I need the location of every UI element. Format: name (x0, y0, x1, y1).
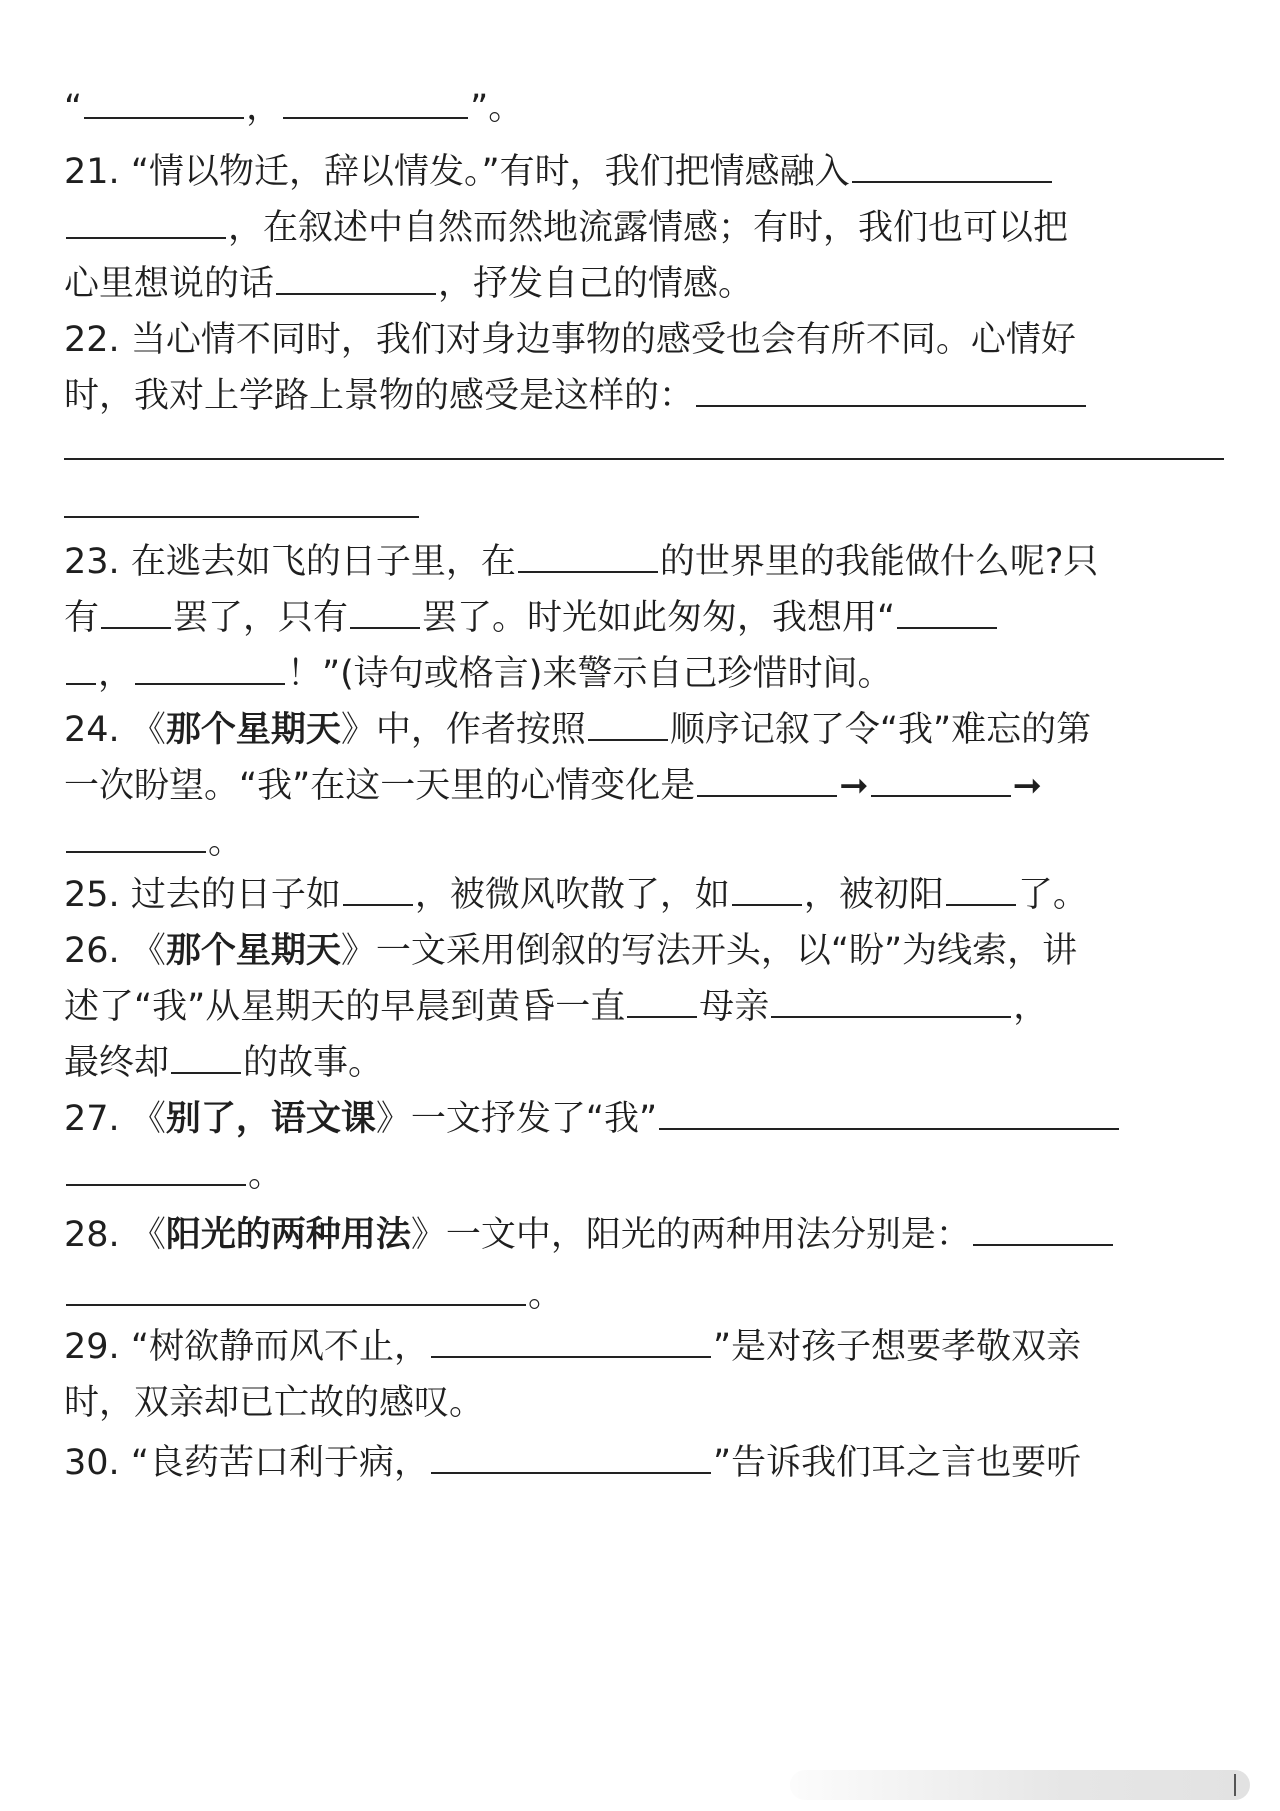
question-text: 《 (130, 931, 166, 971)
answer-blank[interactable] (66, 847, 206, 853)
answer-blank[interactable] (350, 623, 420, 629)
open-quote: “ (64, 88, 83, 128)
answer-blank[interactable] (66, 1300, 526, 1306)
answer-blank[interactable] (135, 679, 285, 685)
question-text: “树欲静而风不止， (130, 1327, 429, 1367)
question-number: 25. (64, 875, 120, 915)
question-text: 罢了，只有 (173, 598, 349, 638)
book-title: 阳光的两种用法 (165, 1215, 411, 1255)
question-text: 有 (64, 598, 100, 638)
question-text: ”告诉我们耳之言也要听 (712, 1443, 1082, 1483)
question-text: 过去的日子如 (130, 875, 341, 915)
question-number: 23. (64, 542, 120, 582)
question-text: 》一文采用倒叙的写法开头，以“盼”为线索，讲 (340, 931, 1078, 971)
answer-blank[interactable] (627, 1012, 697, 1018)
question-24-line-3 (64, 820, 1224, 864)
question-text: 的世界里的我能做什么呢?只 (659, 542, 1099, 582)
arrow-icon: ➞ (839, 766, 869, 806)
scroll-thumb[interactable] (1234, 1774, 1236, 1796)
question-text: ，抒发自己的情感。 (438, 264, 754, 304)
question-21-line-2 (64, 206, 1224, 250)
question-27-line-1 (64, 1097, 1224, 1141)
question-21-line-1 (64, 150, 1224, 194)
answer-blank[interactable] (66, 1180, 246, 1186)
answer-blank[interactable] (588, 735, 668, 741)
answer-blank[interactable] (946, 900, 1016, 906)
question-text: ，在叙述中自然而然地流露情感；有时，我们也可以把 (228, 208, 1069, 248)
answer-rule[interactable] (64, 516, 419, 518)
question-text: 顺序记叙了令“我”难忘的第 (669, 710, 1092, 750)
question-26-line-1 (64, 929, 1224, 973)
question-number: 21. (64, 152, 120, 192)
book-title: 别了，语文课 (165, 1099, 376, 1139)
answer-blank[interactable] (771, 1012, 1011, 1018)
question-25 (64, 873, 1224, 917)
question-30-line-1 (64, 1441, 1224, 1485)
question-24-line-1 (64, 708, 1224, 752)
question-23-line-3 (64, 652, 1224, 696)
question-number: 24. (64, 710, 120, 750)
answer-blank[interactable] (518, 567, 658, 573)
question-text: ”是对孩子想要孝敬双亲 (712, 1327, 1082, 1367)
answer-blank[interactable] (696, 401, 1086, 407)
question-text: 最终却 (64, 1043, 170, 1083)
answer-blank[interactable] (871, 791, 1011, 797)
question-number: 29. (64, 1327, 120, 1367)
close-quote: ”。 (470, 88, 524, 128)
answer-blank[interactable] (897, 623, 997, 629)
question-28-line-2 (64, 1273, 1224, 1317)
question-21-line-3 (64, 262, 1224, 306)
answer-blank[interactable] (659, 1124, 1119, 1130)
question-text: 了。 (1017, 875, 1088, 915)
answer-blank[interactable] (276, 289, 436, 295)
question-text: 在逃去如飞的日子里，在 (130, 542, 516, 582)
question-26-line-3 (64, 1041, 1224, 1085)
question-text: 《 (130, 1215, 166, 1255)
answer-blank[interactable] (171, 1068, 241, 1074)
question-text: ，被微风吹散了，如 (414, 875, 730, 915)
question-text: 当心情不同时，我们对身边事物的感受也会有所不同。心情好 (130, 320, 1076, 360)
scroll-indicator[interactable] (790, 1770, 1250, 1800)
answer-blank[interactable] (732, 900, 802, 906)
comma: ， (246, 88, 282, 128)
answer-rule[interactable] (64, 458, 1224, 460)
answer-blank[interactable] (431, 1468, 711, 1474)
question-text: 。 (208, 822, 244, 862)
question-text: 时，我对上学路上景物的感受是这样的： (64, 376, 695, 416)
question-29-line-2 (64, 1381, 1224, 1425)
answer-blank[interactable] (283, 113, 468, 119)
answer-blank[interactable] (973, 1240, 1113, 1246)
question-number: 28. (64, 1215, 120, 1255)
question-24-line-2 (64, 764, 1224, 808)
answer-blank[interactable] (66, 233, 226, 239)
question-text: 。 (248, 1155, 284, 1195)
question-number: 26. (64, 931, 120, 971)
question-text: 的故事。 (243, 1043, 384, 1083)
question-text: 《 (130, 1099, 166, 1139)
question-23-line-1 (64, 540, 1224, 584)
question-text: ，被初阳 (803, 875, 944, 915)
answer-blank[interactable] (101, 623, 171, 629)
question-text: 》一文抒发了“我” (375, 1099, 658, 1139)
question-text: “良药苦口利于病， (130, 1443, 429, 1483)
question-text: 。 (528, 1275, 564, 1315)
question-22-line-2 (64, 374, 1224, 418)
answer-blank[interactable] (431, 1352, 711, 1358)
question-text: 《 (130, 710, 166, 750)
question-text: ， (98, 654, 134, 694)
question-29-line-1 (64, 1325, 1224, 1369)
answer-blank[interactable] (66, 679, 96, 685)
question-27-line-2 (64, 1153, 1224, 1197)
answer-blank[interactable] (343, 900, 413, 906)
question-number: 30. (64, 1443, 120, 1483)
question-text: 》一文中，阳光的两种用法分别是： (410, 1215, 971, 1255)
answer-blank[interactable] (697, 791, 837, 797)
question-number: 27. (64, 1099, 120, 1139)
question-23-line-2 (64, 596, 1224, 640)
question-text: ！”(诗句或格言)来警示自己珍惜时间。 (287, 654, 893, 694)
question-text: ， (1013, 987, 1049, 1027)
question-28-line-1 (64, 1213, 1224, 1257)
continuation-line (64, 86, 1224, 130)
book-title: 那个星期天 (165, 931, 341, 971)
question-22-line-1 (64, 318, 1224, 362)
question-text: 》中，作者按照 (340, 710, 586, 750)
question-text: 母亲 (699, 987, 770, 1027)
question-text: 罢了。时光如此匆匆，我想用“ (422, 598, 896, 638)
answer-blank[interactable] (84, 113, 244, 119)
question-number: 22. (64, 320, 120, 360)
book-title: 那个星期天 (165, 710, 341, 750)
question-text: 心里想说的话 (64, 264, 275, 304)
question-text: 时，双亲却已亡故的感叹。 (64, 1383, 485, 1423)
question-text: “情以物迁，辞以情发。”有时，我们把情感融入 (130, 152, 850, 192)
question-text: 述了“我”从星期天的早晨到黄昏一直 (64, 987, 626, 1027)
question-text: 一次盼望。“我”在这一天里的心情变化是 (64, 766, 696, 806)
answer-blank[interactable] (852, 177, 1052, 183)
arrow-icon: ➞ (1012, 766, 1042, 806)
question-26-line-2 (64, 985, 1224, 1029)
